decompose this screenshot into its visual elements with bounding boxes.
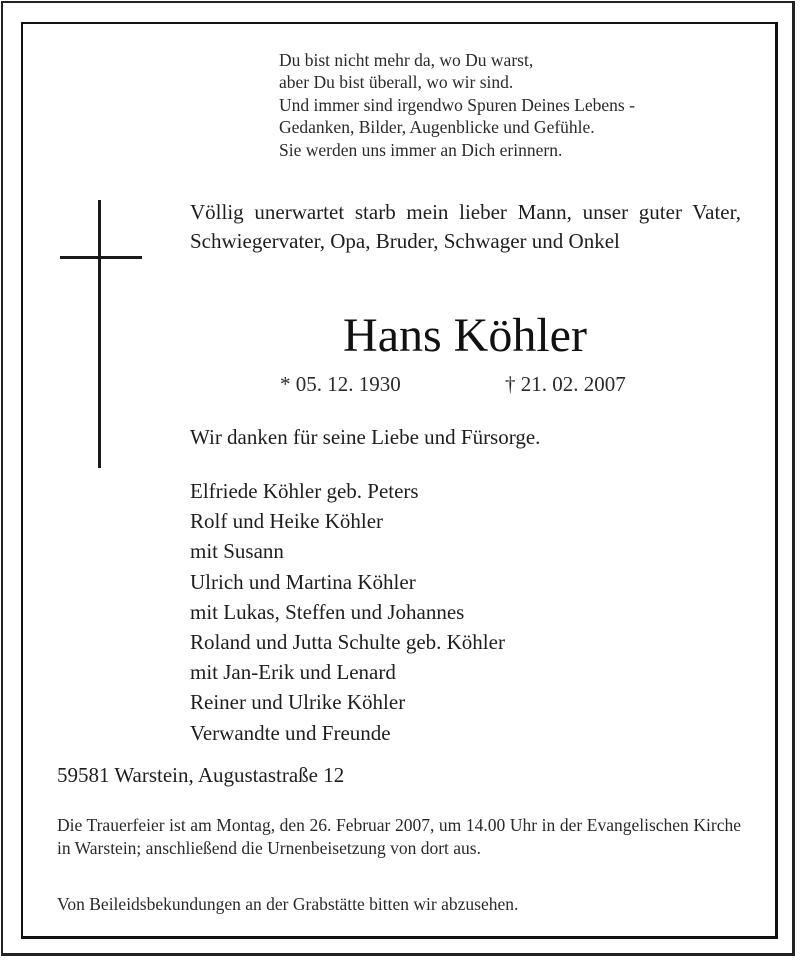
mourner-entry: Ulrich und Martina Köhler — [190, 569, 416, 594]
mourner-entry: mit Jan-Erik und Lenard — [190, 660, 396, 685]
condolence-request: Von Beileidsbekundungen an der Grabstätte bitten wir abzusehen. — [57, 894, 519, 914]
cross-vertical-bar — [98, 200, 101, 468]
poem-line: aber Du bist überall, wo wir sind. — [279, 72, 514, 93]
poem-line: Gedanken, Bilder, Augenblicke und Gefühle. — [279, 117, 595, 138]
mourner-entry: Rolf und Heike Köhler — [190, 509, 384, 534]
poem-line: Sie werden uns immer an Dich erinnern. — [279, 139, 563, 160]
mourner-entry: Reiner und Ulrike Köhler — [190, 690, 406, 715]
death-date: † 21. 02. 2007 — [505, 372, 626, 396]
poem-line: Du bist nicht mehr da, wo Du warst, — [279, 50, 534, 70]
mourner-entry: Verwandte und Freunde — [190, 720, 391, 745]
cross-horizontal-bar — [60, 256, 142, 259]
funeral-details: Die Trauerfeier ist am Montag, den 26. Februar 2007, um 14.00 Uhr in der Evangelischen Kirche in Warstein; anschließend die Urnenbeisetzung von dort aus. — [57, 815, 741, 858]
death-announcement-text: Völlig unerwartet starb mein lieber Mann, unser guter Vater, Schwiegervater, Opa, Bruder, Schwager und Onkel — [190, 200, 741, 253]
memorial-poem — [279, 49, 635, 161]
poem-line: Und immer sind irgendwo Spuren Deines Lebens - — [279, 94, 635, 115]
mourner-entry: mit Lukas, Steffen und Johannes — [190, 599, 465, 624]
birth-date: * 05. 12. 1930 — [280, 372, 401, 396]
mourner-entry: Elfriede Köhler geb. Peters — [190, 479, 419, 503]
thanks-line: Wir danken für seine Liebe und Fürsorge. — [190, 425, 541, 449]
mourner-entry: Roland und Jutta Schulte geb. Köhler — [190, 630, 505, 655]
family-address: 59581 Warstein, Augustastraße 12 — [57, 763, 345, 787]
deceased-name: Hans Köhler — [343, 309, 587, 362]
mourner-entry: mit Susann — [190, 539, 284, 564]
mourners-list — [190, 476, 505, 748]
